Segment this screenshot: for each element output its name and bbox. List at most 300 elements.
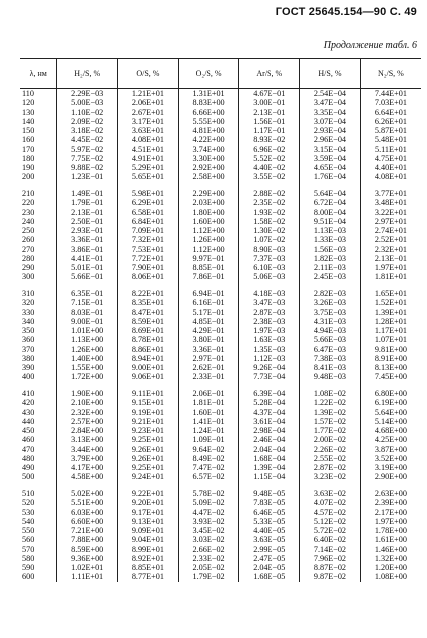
cell-h2: 5.51E+00 bbox=[57, 498, 118, 507]
cell-h2: 3.18E−02 bbox=[57, 126, 118, 135]
cell-h2: 1.10E−02 bbox=[57, 108, 118, 117]
cell-o: 9.09E+01 bbox=[118, 526, 179, 535]
cell-h2: 7.15E−01 bbox=[57, 298, 118, 307]
table-row bbox=[20, 363, 421, 372]
cell-wavelength: 130 bbox=[22, 107, 35, 117]
cell-o: 7.90E+01 bbox=[118, 263, 179, 272]
cell-o2: 8.49E−02 bbox=[178, 454, 239, 463]
cell-o2: 2.06E−01 bbox=[178, 389, 239, 398]
cell-n2: 4.40E+01 bbox=[360, 163, 421, 172]
table-row bbox=[20, 335, 421, 344]
spacer-cell bbox=[57, 382, 118, 390]
cell-h: 2.82E−03 bbox=[300, 289, 361, 298]
cell-n2: 8.91E+00 bbox=[360, 354, 421, 363]
spacer-cell bbox=[20, 282, 57, 290]
cell-h: 8.00E−04 bbox=[300, 208, 361, 217]
cell-ar: 2.98E−04 bbox=[239, 426, 300, 435]
cell-h: 6.47E−03 bbox=[300, 345, 361, 354]
cell-o2: 2.97E−01 bbox=[178, 354, 239, 363]
cell-n2: 1.97E+01 bbox=[360, 263, 421, 272]
header-row bbox=[20, 59, 421, 89]
cell-o: 9.06E+01 bbox=[118, 372, 179, 381]
cell-ar: 2.04E−05 bbox=[239, 563, 300, 572]
cell-n2: 2.74E+01 bbox=[360, 226, 421, 235]
cell-o: 3.17E+01 bbox=[118, 117, 179, 126]
cell-h: 2.87E−02 bbox=[300, 463, 361, 472]
cell-h2: 1.23E−01 bbox=[57, 172, 118, 181]
cell-wavelength: 150 bbox=[22, 126, 35, 135]
table-header bbox=[20, 59, 421, 89]
cell-h2: 3.44E+00 bbox=[57, 445, 118, 454]
cell-o: 9.24E+01 bbox=[118, 472, 179, 481]
cell-h2: 7.88E+00 bbox=[57, 535, 118, 544]
cell-h: 3.47E−04 bbox=[300, 98, 361, 107]
cell-ar: 6.96E−02 bbox=[239, 145, 300, 154]
cell-o2: 7.86E−01 bbox=[178, 272, 239, 281]
cell-n2: 1.46E+00 bbox=[360, 545, 421, 554]
cell-h: 7.38E−03 bbox=[300, 354, 361, 363]
cell-ar: 3.55E−02 bbox=[239, 172, 300, 181]
cell-n2: 6.26E+01 bbox=[360, 117, 421, 126]
cell-h2: 6.35E−01 bbox=[57, 289, 118, 298]
cell-h2: 2.10E+00 bbox=[57, 398, 118, 407]
cell-h2: 1.11E+01 bbox=[57, 572, 118, 581]
cell-ar: 1.68E−05 bbox=[239, 572, 300, 581]
cell-o2: 1.26E+00 bbox=[178, 235, 239, 244]
table-row bbox=[20, 208, 421, 217]
cell-ar: 7.37E−03 bbox=[239, 254, 300, 263]
cell-ar: 1.30E−02 bbox=[239, 226, 300, 235]
spacer-cell bbox=[239, 182, 300, 190]
cell-n2: 8.13E+00 bbox=[360, 363, 421, 372]
table-row bbox=[20, 98, 421, 107]
cell-h2: 2.84E+00 bbox=[57, 426, 118, 435]
cell-h2: 2.13E−01 bbox=[57, 208, 118, 217]
cell-n2: 5.48E+01 bbox=[360, 135, 421, 144]
cell-ar: 1.17E−01 bbox=[239, 126, 300, 135]
cell-o2: 8.83E+00 bbox=[178, 98, 239, 107]
spacer-cell bbox=[57, 182, 118, 190]
cell-h: 1.82E−03 bbox=[300, 254, 361, 263]
cell-h2: 5.01E−01 bbox=[57, 263, 118, 272]
cell-h2: 1.49E−01 bbox=[57, 189, 118, 198]
table-row bbox=[20, 154, 421, 163]
cell-h2: 9.36E+00 bbox=[57, 554, 118, 563]
cell-wavelength: 580 bbox=[22, 553, 35, 563]
cell-o2: 4.81E+00 bbox=[178, 126, 239, 135]
table-row bbox=[20, 408, 421, 417]
table-row bbox=[20, 545, 421, 554]
table-row bbox=[20, 126, 421, 135]
cell-ar: 5.33E−05 bbox=[239, 517, 300, 526]
cell-h2: 5.97E−02 bbox=[57, 145, 118, 154]
header-ar: Ar/S, % bbox=[239, 59, 300, 89]
cell-o2: 8.85E−01 bbox=[178, 263, 239, 272]
cell-o2: 4.22E+00 bbox=[178, 135, 239, 144]
cell-h: 1.77E−02 bbox=[300, 426, 361, 435]
table-row bbox=[20, 308, 421, 317]
cell-n2: 7.03E+01 bbox=[360, 98, 421, 107]
cell-h2: 2.32E+00 bbox=[57, 408, 118, 417]
cell-h: 4.57E−02 bbox=[300, 508, 361, 517]
cell-wavelength: 500 bbox=[22, 472, 35, 482]
cell-n2: 1.78E+00 bbox=[360, 526, 421, 535]
cell-o: 8.47E+01 bbox=[118, 308, 179, 317]
table-row bbox=[20, 89, 421, 99]
table-row bbox=[20, 145, 421, 154]
cell-o2: 5.55E+00 bbox=[178, 117, 239, 126]
cell-wavelength: 600 bbox=[22, 572, 35, 582]
cell-h: 7.14E−02 bbox=[300, 545, 361, 554]
table-row bbox=[20, 398, 421, 407]
cell-wavelength: 240 bbox=[22, 216, 35, 226]
cell-o: 8.35E+01 bbox=[118, 298, 179, 307]
cell-h: 3.15E−04 bbox=[300, 145, 361, 154]
cell-o: 9.26E+01 bbox=[118, 454, 179, 463]
cell-h2: 4.58E+00 bbox=[57, 472, 118, 481]
cell-h: 1.13E−03 bbox=[300, 226, 361, 235]
cell-wavelength: 540 bbox=[22, 516, 35, 526]
cell-h2: 6.60E+00 bbox=[57, 517, 118, 526]
cell-h2: 7.21E+00 bbox=[57, 526, 118, 535]
cell-ar: 9.26E−04 bbox=[239, 363, 300, 372]
cell-o: 7.72E+01 bbox=[118, 254, 179, 263]
table-row bbox=[20, 235, 421, 244]
cell-h: 3.26E−03 bbox=[300, 298, 361, 307]
cell-h: 5.64E−04 bbox=[300, 189, 361, 198]
table-row bbox=[20, 498, 421, 507]
cell-h: 1.08E−02 bbox=[300, 389, 361, 398]
cell-o2: 2.03E+00 bbox=[178, 198, 239, 207]
cell-o: 8.77E+01 bbox=[118, 572, 179, 581]
cell-h2: 4.41E−01 bbox=[57, 254, 118, 263]
cell-n2: 5.11E+01 bbox=[360, 145, 421, 154]
cell-n2: 5.87E+01 bbox=[360, 126, 421, 135]
cell-h2: 9.00E−01 bbox=[57, 317, 118, 326]
cell-h2: 1.02E+01 bbox=[57, 563, 118, 572]
cell-wavelength: 250 bbox=[22, 226, 35, 235]
cell-o: 9.17E+01 bbox=[118, 508, 179, 517]
cell-h2: 7.75E−02 bbox=[57, 154, 118, 163]
cell-o: 6.29E+01 bbox=[118, 198, 179, 207]
cell-h: 1.39E−02 bbox=[300, 408, 361, 417]
spacer-cell bbox=[178, 382, 239, 390]
cell-h2: 5.02E+00 bbox=[57, 489, 118, 498]
cell-h2: 4.17E+00 bbox=[57, 463, 118, 472]
cell-n2: 3.22E+01 bbox=[360, 208, 421, 217]
cell-h: 5.72E−02 bbox=[300, 526, 361, 535]
cell-h2: 5.66E−01 bbox=[57, 272, 118, 281]
cell-o: 9.15E+01 bbox=[118, 398, 179, 407]
cell-h: 1.57E−02 bbox=[300, 417, 361, 426]
cell-wavelength: 260 bbox=[22, 235, 35, 245]
cell-h2: 5.00E−03 bbox=[57, 98, 118, 107]
cell-ar: 5.06E−03 bbox=[239, 272, 300, 281]
cell-h: 3.75E−03 bbox=[300, 308, 361, 317]
spacer-cell bbox=[360, 482, 421, 490]
cell-o: 2.06E+01 bbox=[118, 98, 179, 107]
cell-ar: 2.88E−02 bbox=[239, 189, 300, 198]
cell-ar: 3.00E−01 bbox=[239, 98, 300, 107]
cell-n2: 4.25E+00 bbox=[360, 435, 421, 444]
cell-o: 8.22E+01 bbox=[118, 289, 179, 298]
cell-o: 6.84E+01 bbox=[118, 217, 179, 226]
cell-wavelength: 360 bbox=[22, 335, 35, 345]
spacer-cell bbox=[360, 382, 421, 390]
cell-n2: 1.97E+00 bbox=[360, 517, 421, 526]
cell-n2: 2.63E+00 bbox=[360, 489, 421, 498]
cell-ar: 1.97E−03 bbox=[239, 326, 300, 335]
table-row bbox=[20, 463, 421, 472]
cell-h2: 8.59E+00 bbox=[57, 545, 118, 554]
cell-o: 9.25E+01 bbox=[118, 435, 179, 444]
cell-o: 9.26E+01 bbox=[118, 445, 179, 454]
cell-o2: 2.62E−01 bbox=[178, 363, 239, 372]
cell-n2: 3.48E+01 bbox=[360, 198, 421, 207]
header-h2: H₂/S, % bbox=[57, 59, 118, 89]
cell-h: 1.56E−03 bbox=[300, 245, 361, 254]
cell-o: 4.51E+01 bbox=[118, 145, 179, 154]
table-row bbox=[20, 445, 421, 454]
cell-n2: 6.80E+00 bbox=[360, 389, 421, 398]
table-row bbox=[20, 217, 421, 226]
cell-wavelength: 140 bbox=[22, 116, 35, 126]
cell-ar: 5.28E−04 bbox=[239, 398, 300, 407]
cell-o: 3.63E+01 bbox=[118, 126, 179, 135]
table-row bbox=[20, 372, 421, 381]
cell-n2: 4.75E+01 bbox=[360, 154, 421, 163]
cell-wavelength: 460 bbox=[22, 435, 35, 445]
cell-o2: 4.85E−01 bbox=[178, 317, 239, 326]
cell-o2: 3.36E−01 bbox=[178, 345, 239, 354]
cell-n2: 2.39E+00 bbox=[360, 498, 421, 507]
group-spacer bbox=[20, 182, 421, 190]
cell-h: 1.33E−03 bbox=[300, 235, 361, 244]
cell-n2: 1.32E+00 bbox=[360, 554, 421, 563]
cell-wavelength: 380 bbox=[22, 353, 35, 363]
cell-h: 6.72E−04 bbox=[300, 198, 361, 207]
cell-o2: 1.41E−01 bbox=[178, 417, 239, 426]
cell-n2: 5.64E+00 bbox=[360, 408, 421, 417]
spacer-cell bbox=[300, 382, 361, 390]
cell-ar: 2.46E−04 bbox=[239, 435, 300, 444]
cell-wavelength: 270 bbox=[22, 244, 35, 254]
cell-o2: 1.79E−02 bbox=[178, 572, 239, 581]
header-n2: N₂/S, % bbox=[360, 59, 421, 89]
cell-ar: 8.93E−02 bbox=[239, 135, 300, 144]
cell-h2: 6.03E+00 bbox=[57, 508, 118, 517]
cell-wavelength: 560 bbox=[22, 535, 35, 545]
cell-o: 9.19E+01 bbox=[118, 408, 179, 417]
cell-h: 3.59E−04 bbox=[300, 154, 361, 163]
cell-h: 4.65E−04 bbox=[300, 163, 361, 172]
table-continuation-label: Продолжение табл. 6 bbox=[323, 40, 417, 51]
cell-h2: 1.79E−01 bbox=[57, 198, 118, 207]
cell-o: 9.04E+01 bbox=[118, 535, 179, 544]
cell-o2: 9.64E−02 bbox=[178, 445, 239, 454]
cell-ar: 4.40E−02 bbox=[239, 163, 300, 172]
cell-h2: 1.72E+00 bbox=[57, 372, 118, 381]
cell-o: 9.00E+01 bbox=[118, 363, 179, 372]
cell-ar: 9.48E−05 bbox=[239, 489, 300, 498]
cell-o2: 3.93E−02 bbox=[178, 517, 239, 526]
cell-h: 9.87E−02 bbox=[300, 572, 361, 581]
group-spacer bbox=[20, 282, 421, 290]
cell-ar: 3.63E−05 bbox=[239, 535, 300, 544]
cell-wavelength: 170 bbox=[22, 144, 35, 154]
cell-wavelength: 280 bbox=[22, 253, 35, 263]
table-row bbox=[20, 508, 421, 517]
cell-h2: 2.57E+00 bbox=[57, 417, 118, 426]
cell-h2: 3.13E+00 bbox=[57, 435, 118, 444]
cell-n2: 9.81E+00 bbox=[360, 345, 421, 354]
cell-o2: 2.58E+00 bbox=[178, 172, 239, 181]
cell-wavelength: 480 bbox=[22, 453, 35, 463]
cell-o2: 1.80E+00 bbox=[178, 208, 239, 217]
cell-o: 9.23E+01 bbox=[118, 426, 179, 435]
cell-ar: 6.46E−05 bbox=[239, 508, 300, 517]
cell-n2: 7.44E+01 bbox=[360, 89, 421, 99]
cell-o: 7.09E+01 bbox=[118, 226, 179, 235]
cell-o: 8.92E+01 bbox=[118, 554, 179, 563]
cell-o2: 3.74E+00 bbox=[178, 145, 239, 154]
cell-h2: 3.86E−01 bbox=[57, 245, 118, 254]
cell-wavelength: 320 bbox=[22, 298, 35, 308]
spacer-cell bbox=[300, 182, 361, 190]
cell-wavelength: 180 bbox=[22, 153, 35, 163]
cell-wavelength: 190 bbox=[22, 163, 35, 172]
cell-wavelength: 230 bbox=[22, 207, 35, 217]
cell-h2: 2.09E−02 bbox=[57, 117, 118, 126]
spacer-cell bbox=[20, 382, 57, 390]
cell-n2: 1.28E+01 bbox=[360, 317, 421, 326]
table-row bbox=[20, 435, 421, 444]
cell-n2: 1.39E+01 bbox=[360, 308, 421, 317]
cell-ar: 1.15E−04 bbox=[239, 472, 300, 481]
cell-o: 5.98E+01 bbox=[118, 189, 179, 198]
table-row bbox=[20, 117, 421, 126]
cell-ar: 7.73E−04 bbox=[239, 372, 300, 381]
cell-o: 8.78E+01 bbox=[118, 335, 179, 344]
cell-h: 6.40E−02 bbox=[300, 535, 361, 544]
cell-wavelength: 530 bbox=[22, 507, 35, 517]
cell-wavelength: 330 bbox=[22, 307, 35, 317]
cell-ar: 2.04E−04 bbox=[239, 445, 300, 454]
cell-n2: 2.90E+00 bbox=[360, 472, 421, 481]
cell-o2: 1.81E−01 bbox=[178, 398, 239, 407]
cell-n2: 2.52E+01 bbox=[360, 235, 421, 244]
cell-h2: 1.40E+00 bbox=[57, 354, 118, 363]
table-row bbox=[20, 263, 421, 272]
cell-h2: 1.26E+00 bbox=[57, 345, 118, 354]
cell-ar: 2.35E−02 bbox=[239, 198, 300, 207]
table-row bbox=[20, 572, 421, 581]
cell-o2: 1.24E−01 bbox=[178, 426, 239, 435]
cell-o2: 3.45E−02 bbox=[178, 526, 239, 535]
cell-o: 8.59E+01 bbox=[118, 317, 179, 326]
cell-n2: 1.08E+00 bbox=[360, 572, 421, 581]
table-row bbox=[20, 345, 421, 354]
cell-h2: 9.88E−02 bbox=[57, 163, 118, 172]
cell-n2: 1.17E+01 bbox=[360, 326, 421, 335]
cell-h: 1.22E−02 bbox=[300, 398, 361, 407]
cell-o2: 2.33E−02 bbox=[178, 554, 239, 563]
cell-h: 3.23E−02 bbox=[300, 472, 361, 481]
spacer-cell bbox=[20, 182, 57, 190]
table-row bbox=[20, 563, 421, 572]
cell-wavelength: 440 bbox=[22, 416, 35, 426]
cell-wavelength: 430 bbox=[22, 407, 35, 417]
cell-h2: 2.93E−01 bbox=[57, 226, 118, 235]
cell-o2: 2.92E+00 bbox=[178, 163, 239, 172]
spacer-cell bbox=[239, 382, 300, 390]
cell-n2: 2.32E+01 bbox=[360, 245, 421, 254]
cell-ar: 1.07E−02 bbox=[239, 235, 300, 244]
cell-wavelength: 110 bbox=[22, 89, 34, 98]
table-row bbox=[20, 517, 421, 526]
spacer-cell bbox=[360, 282, 421, 290]
cell-o: 8.94E+01 bbox=[118, 354, 179, 363]
header-o2: O₂/S, % bbox=[178, 59, 239, 89]
cell-h: 1.76E−04 bbox=[300, 172, 361, 181]
cell-n2: 2.97E+01 bbox=[360, 217, 421, 226]
table-row bbox=[20, 289, 421, 298]
cell-o: 5.65E+01 bbox=[118, 172, 179, 181]
cell-n2: 5.14E+00 bbox=[360, 417, 421, 426]
cell-ar: 6.39E−04 bbox=[239, 389, 300, 398]
table-row bbox=[20, 554, 421, 563]
cell-h: 2.45E−03 bbox=[300, 272, 361, 281]
cell-h2: 1.13E+00 bbox=[57, 335, 118, 344]
cell-o2: 6.94E−01 bbox=[178, 289, 239, 298]
header-o: O/S, % bbox=[118, 59, 179, 89]
cell-h2: 3.36E−01 bbox=[57, 235, 118, 244]
data-table bbox=[20, 58, 421, 582]
cell-h2: 4.45E−02 bbox=[57, 135, 118, 144]
spacer-cell bbox=[57, 282, 118, 290]
table-body bbox=[20, 89, 421, 582]
cell-n2: 3.77E+01 bbox=[360, 189, 421, 198]
table-row bbox=[20, 317, 421, 326]
page-header: ГОСТ 25645.154—90 С. 49 bbox=[275, 6, 417, 18]
cell-o2: 4.29E−01 bbox=[178, 326, 239, 335]
cell-ar: 7.83E−05 bbox=[239, 498, 300, 507]
cell-ar: 5.52E−02 bbox=[239, 154, 300, 163]
cell-wavelength: 470 bbox=[22, 444, 35, 454]
cell-o2: 7.47E−02 bbox=[178, 463, 239, 472]
cell-h2: 8.03E−01 bbox=[57, 308, 118, 317]
cell-n2: 3.52E+00 bbox=[360, 454, 421, 463]
spacer-cell bbox=[118, 382, 179, 390]
table-row bbox=[20, 354, 421, 363]
cell-wavelength: 570 bbox=[22, 544, 35, 554]
cell-o: 8.06E+01 bbox=[118, 272, 179, 281]
cell-o: 4.91E+01 bbox=[118, 154, 179, 163]
cell-o: 9.22E+01 bbox=[118, 489, 179, 498]
spacer-cell bbox=[300, 482, 361, 490]
cell-wavelength: 450 bbox=[22, 426, 35, 435]
cell-h: 4.94E−03 bbox=[300, 326, 361, 335]
table-row bbox=[20, 108, 421, 117]
table-row bbox=[20, 245, 421, 254]
cell-ar: 2.87E−03 bbox=[239, 308, 300, 317]
spacer-cell bbox=[118, 182, 179, 190]
cell-o: 6.58E+01 bbox=[118, 208, 179, 217]
group-spacer bbox=[20, 382, 421, 390]
table-row bbox=[20, 189, 421, 198]
cell-o2: 2.66E−02 bbox=[178, 545, 239, 554]
spacer-cell bbox=[178, 282, 239, 290]
